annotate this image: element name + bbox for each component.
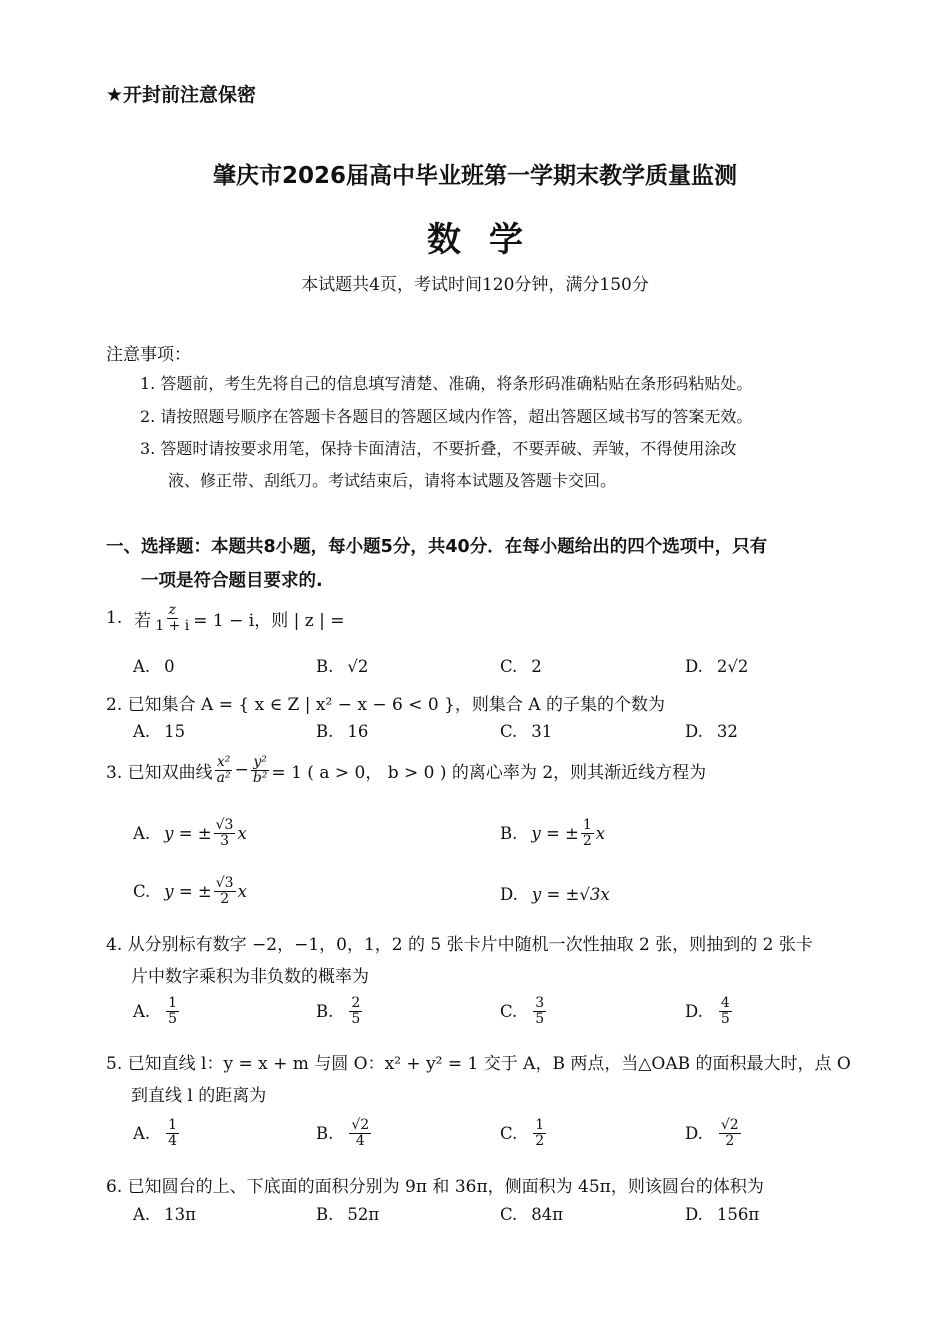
option-label: B. bbox=[316, 1123, 334, 1143]
fraction-denominator: 5 bbox=[720, 1010, 730, 1027]
option-a[interactable] bbox=[133, 818, 247, 848]
notice-item: 1. 答题前，考生先将自己的信息填写清楚、准确，将条形码准确粘贴在条形码粘贴处。 bbox=[140, 374, 753, 393]
fraction-numerator: √2 bbox=[720, 1117, 739, 1133]
option-label: A. bbox=[133, 1205, 151, 1224]
section-heading: 一、选择题：本题共8小题，每小题5分，共40分．在每小题给出的四个选项中，只有 bbox=[106, 537, 768, 557]
option-a[interactable] bbox=[133, 996, 181, 1026]
option-label: D. bbox=[685, 657, 703, 676]
option-label: C. bbox=[133, 881, 151, 901]
question-number: 1. bbox=[106, 608, 123, 629]
option-value: 15 bbox=[164, 722, 186, 741]
option-label: D. bbox=[685, 1123, 703, 1143]
option-b[interactable] bbox=[316, 1118, 373, 1148]
option-c[interactable] bbox=[500, 722, 552, 741]
fraction-numerator: √2 bbox=[351, 1117, 370, 1133]
option-text: x bbox=[237, 881, 247, 901]
question-5-cont: 到直线 l 的距离为 bbox=[131, 1086, 267, 1106]
option-label: C. bbox=[500, 1123, 518, 1143]
fraction bbox=[533, 1118, 546, 1148]
fraction bbox=[533, 996, 546, 1026]
fraction-denominator: b² bbox=[252, 769, 268, 786]
question-text: 3. 已知双曲线 bbox=[106, 762, 213, 783]
fraction-denominator: 2 bbox=[582, 832, 592, 849]
option-d[interactable] bbox=[685, 1205, 759, 1224]
fraction bbox=[719, 996, 732, 1026]
notice-item: 2. 请按照题号顺序在答题卡各题目的答题区域内作答，超出答题区域书写的答案无效。 bbox=[140, 407, 753, 426]
fraction-numerator: √3 bbox=[215, 875, 234, 891]
option-value: 2√2 bbox=[716, 657, 749, 676]
option-label: C. bbox=[500, 722, 518, 741]
option-text: y = ±√3x bbox=[531, 885, 610, 904]
fraction-numerator: 1 bbox=[582, 817, 592, 833]
option-label: A. bbox=[133, 1123, 151, 1143]
option-value: 31 bbox=[531, 722, 553, 741]
option-value: 52π bbox=[347, 1205, 380, 1224]
fraction bbox=[214, 876, 236, 906]
question-3 bbox=[106, 755, 706, 785]
question-text: = 1 − i，则 | z | = bbox=[193, 610, 345, 631]
notice-heading: 注意事项： bbox=[106, 345, 191, 365]
fraction bbox=[349, 1118, 371, 1148]
option-c[interactable] bbox=[133, 876, 247, 906]
question-4: 4. 从分别标有数字 −2，−1，0，1，2 的 5 张卡片中随机一次性抽取 2 张，则抽到的 2 张卡 bbox=[106, 935, 813, 955]
option-label: B. bbox=[316, 1001, 334, 1021]
fraction bbox=[166, 1118, 179, 1148]
option-d[interactable] bbox=[685, 722, 738, 741]
option-text: y = ± bbox=[164, 823, 212, 843]
option-text: y = ± bbox=[531, 823, 579, 843]
option-value: 2 bbox=[531, 657, 542, 676]
option-a[interactable] bbox=[133, 1118, 181, 1148]
option-c[interactable] bbox=[500, 1118, 548, 1148]
option-b[interactable] bbox=[316, 657, 368, 676]
option-text: y = ± bbox=[164, 881, 212, 901]
option-label: B. bbox=[316, 1205, 334, 1224]
fraction-numerator: 1 bbox=[168, 1117, 178, 1133]
option-label: A. bbox=[133, 823, 151, 843]
question-4-cont: 片中数字乘积为非负数的概率为 bbox=[131, 967, 369, 987]
fraction-numerator: 3 bbox=[535, 995, 545, 1011]
option-value: 0 bbox=[164, 657, 175, 676]
fraction bbox=[581, 818, 594, 848]
option-value: 13π bbox=[164, 1205, 197, 1224]
fraction-denominator: 4 bbox=[168, 1132, 178, 1149]
fraction-numerator: √3 bbox=[215, 817, 234, 833]
fraction bbox=[166, 996, 179, 1026]
option-value: 16 bbox=[347, 722, 369, 741]
option-value: 84π bbox=[531, 1205, 564, 1224]
option-label: C. bbox=[500, 657, 518, 676]
option-value: 32 bbox=[716, 722, 738, 741]
option-b[interactable] bbox=[316, 722, 368, 741]
fraction-numerator: 1 bbox=[168, 995, 178, 1011]
notice-item: 3. 答题时请按要求用笔，保持卡面清洁，不要折叠，不要弄破、弄皱，不得使用涂改 bbox=[140, 439, 737, 458]
fraction-numerator: x² bbox=[216, 754, 231, 770]
fraction-numerator: z bbox=[168, 602, 176, 618]
fraction-numerator: 1 bbox=[535, 1117, 545, 1133]
fraction bbox=[719, 1118, 741, 1148]
option-text: x bbox=[237, 823, 247, 843]
minus-sign: − bbox=[234, 760, 249, 781]
option-label: A. bbox=[133, 657, 151, 676]
fraction-numerator: y² bbox=[253, 754, 267, 770]
option-label: C. bbox=[500, 1001, 518, 1021]
option-c[interactable] bbox=[500, 657, 542, 676]
option-label: D. bbox=[685, 1205, 703, 1224]
option-d[interactable] bbox=[685, 657, 748, 676]
option-label: D. bbox=[685, 722, 703, 741]
confidential-note: ★开封前注意保密 bbox=[106, 84, 257, 106]
exam-title: 肇庆市2026届高中毕业班第一学期末教学质量监测 bbox=[212, 163, 737, 189]
option-label: B. bbox=[316, 657, 334, 676]
fraction bbox=[153, 603, 191, 633]
fraction-denominator: 1 + i bbox=[155, 617, 190, 634]
option-c[interactable] bbox=[500, 1205, 563, 1224]
notice-item: 液、修正带、刮纸刀。考试结束后，请将本试题及答题卡交回。 bbox=[168, 471, 617, 490]
fraction-denominator: 2 bbox=[535, 1132, 545, 1149]
option-label: C. bbox=[500, 1205, 518, 1224]
section-heading-cont: 一项是符合题目要求的. bbox=[141, 571, 323, 591]
fraction-numerator: 4 bbox=[720, 995, 730, 1011]
fraction-denominator: a² bbox=[216, 769, 231, 786]
fraction-denominator: 5 bbox=[351, 1010, 361, 1027]
option-label: D. bbox=[685, 1001, 703, 1021]
fraction-denominator: 3 bbox=[220, 832, 230, 849]
option-d[interactable] bbox=[685, 1118, 743, 1148]
option-b[interactable] bbox=[500, 818, 605, 848]
fraction-denominator: 2 bbox=[220, 890, 230, 907]
option-text: x bbox=[595, 823, 606, 843]
option-d[interactable] bbox=[685, 996, 734, 1026]
option-label: A. bbox=[133, 1001, 151, 1021]
option-b[interactable] bbox=[316, 996, 364, 1026]
question-text: 若 bbox=[134, 610, 152, 631]
fraction-denominator: 2 bbox=[725, 1132, 735, 1149]
fraction bbox=[214, 818, 236, 848]
exam-info: 本试题共4页，考试时间120分钟，满分150分 bbox=[301, 275, 649, 295]
fraction-numerator: 2 bbox=[351, 995, 361, 1011]
option-c[interactable] bbox=[500, 996, 548, 1026]
option-label: B. bbox=[316, 722, 334, 741]
option-b[interactable] bbox=[316, 1205, 379, 1224]
fraction-denominator: 5 bbox=[535, 1010, 545, 1027]
option-value: √2 bbox=[347, 657, 369, 676]
option-label: D. bbox=[500, 885, 518, 904]
question-1 bbox=[106, 603, 344, 633]
option-a[interactable] bbox=[133, 657, 175, 676]
fraction-denominator: 4 bbox=[355, 1132, 365, 1149]
fraction bbox=[215, 755, 233, 785]
option-label: B. bbox=[500, 823, 518, 843]
fraction bbox=[251, 755, 270, 785]
fraction bbox=[349, 996, 362, 1026]
question-6: 6. 已知圆台的上、下底面的面积分别为 9π 和 36π，侧面积为 45π，则该圆台的体积为 bbox=[106, 1177, 764, 1197]
question-2: 2. 已知集合 A = { x ∈ Z | x² − x − 6 < 0 }，则集合 A 的子集的个数为 bbox=[106, 695, 665, 715]
option-label: A. bbox=[133, 722, 151, 741]
option-value: 156π bbox=[716, 1205, 760, 1224]
option-a[interactable] bbox=[133, 1205, 196, 1224]
subject-title: 数学 bbox=[427, 220, 551, 260]
question-text: = 1 ( a > 0， b > 0 ) 的离心率为 2，则其渐近线方程为 bbox=[271, 762, 707, 783]
fraction-denominator: 5 bbox=[168, 1010, 178, 1027]
option-a[interactable] bbox=[133, 722, 185, 741]
question-5: 5. 已知直线 l：y = x + m 与圆 O：x² + y² = 1 交于 A，B 两点，当△OAB 的面积最大时，点 O bbox=[106, 1054, 851, 1074]
option-d[interactable] bbox=[500, 885, 610, 904]
